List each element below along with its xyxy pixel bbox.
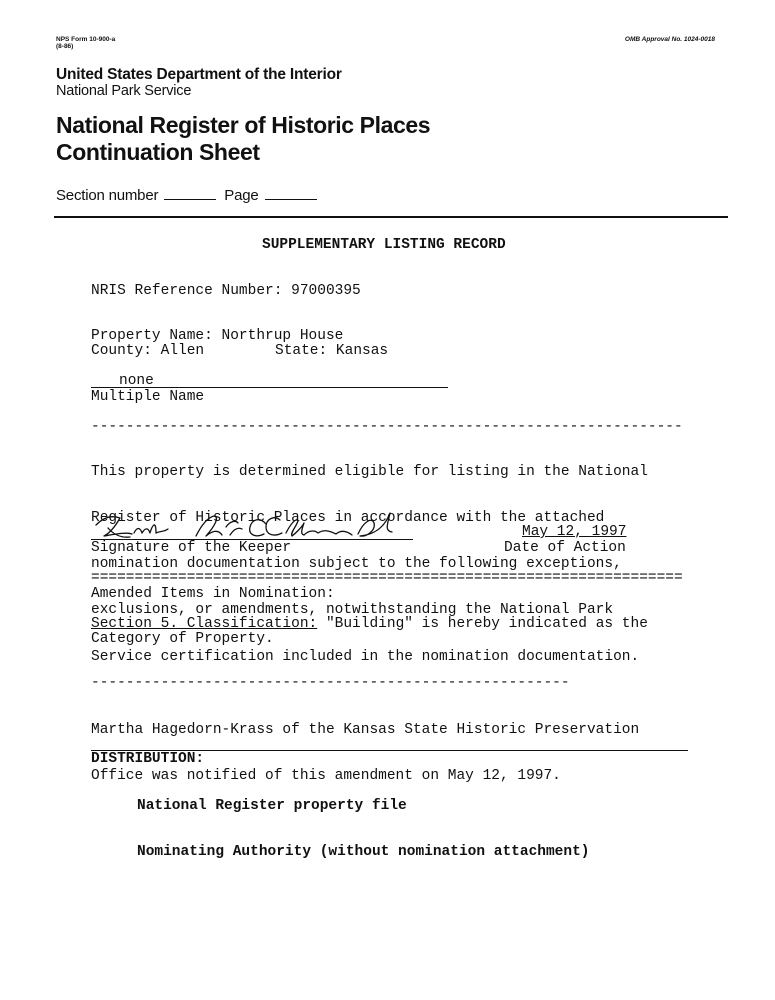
record-title: SUPPLEMENTARY LISTING RECORD xyxy=(262,237,506,253)
statement-line: This property is determined eligible for listing in the National xyxy=(91,463,648,480)
distribution-list xyxy=(137,768,589,876)
form-date: (8-86) xyxy=(56,43,74,50)
distribution-item: Nominating Authority (without nomination attachment) xyxy=(137,844,590,861)
statement-line: nomination documentation subject to the following exceptions, xyxy=(91,556,622,573)
dashed-separator-1: -------------------------------------------------------------------- xyxy=(91,419,683,435)
amendment-section-5-cont: Category of Property. xyxy=(91,631,274,647)
multiple-name-label: Multiple Name xyxy=(91,389,205,405)
multiple-name-underline xyxy=(91,387,448,388)
section-page-line xyxy=(56,187,325,204)
state: State: Kansas xyxy=(275,343,389,359)
form-number xyxy=(56,36,115,50)
amended-items-label: Amended Items in Nomination: xyxy=(91,586,335,602)
section-text: "Building" is hereby indicated as the xyxy=(317,616,648,632)
statement-line: Service certification included in the nomination documentation. xyxy=(91,648,640,665)
county: County: Allen xyxy=(91,343,205,359)
title-line-2: Continuation Sheet xyxy=(56,139,260,165)
omb-approval: OMB Approval No. 1024-0018 xyxy=(624,36,715,43)
header-rule xyxy=(54,216,728,218)
date-of-action-label: Date of Action xyxy=(504,540,626,556)
section-reference: Section 5. Classification: xyxy=(91,616,318,632)
multiple-name-value: none xyxy=(119,373,154,389)
agency-name: National Park Service xyxy=(56,83,192,99)
signature-label: Signature of the Keeper xyxy=(91,540,292,556)
page-label: Page xyxy=(224,187,259,204)
form-number-text: NPS Form 10-900-a xyxy=(56,36,116,43)
notification-line: Office was notified of this amendment on May 12, 1997. xyxy=(91,768,561,785)
page-title xyxy=(56,112,430,166)
property-name: Property Name: Northrup House xyxy=(91,328,344,344)
department-name: United States Department of the Interior xyxy=(56,66,342,83)
nris-reference: NRIS Reference Number: 97000395 xyxy=(91,283,361,299)
distribution-label: DISTRIBUTION: xyxy=(91,751,205,767)
page-number-field xyxy=(265,199,317,200)
statement-line: Register of Historic Places in accordance with the attached xyxy=(91,510,605,527)
statement-line: exclusions, or amendments, notwithstanding the National Park xyxy=(91,602,614,619)
section-number-field xyxy=(164,199,216,200)
dashed-separator-2: ------------------------------------------------------- xyxy=(91,675,570,691)
section-number-label: Section number xyxy=(56,187,159,204)
notification-line: Martha Hagedorn-Krass of the Kansas State Historic Preservation xyxy=(91,721,640,738)
distribution-item: National Register property file xyxy=(137,797,407,814)
double-separator: ==================================================================== xyxy=(91,570,683,586)
date-of-action-value: May 12, 1997 xyxy=(522,524,627,540)
title-line-1: National Register of Historic Places xyxy=(56,112,431,138)
